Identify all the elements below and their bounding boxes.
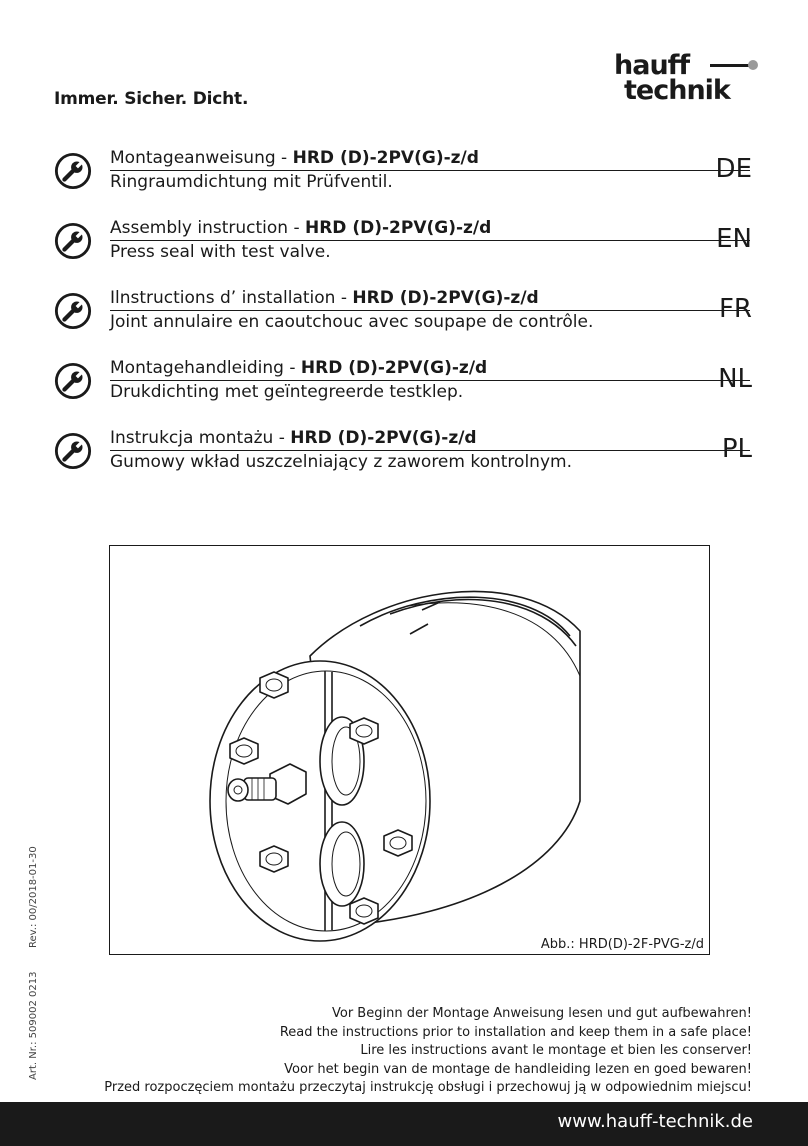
figure-caption: Abb.: HRD(D)-2F-PVG-z/d <box>540 937 704 952</box>
product-name: HRD (D)-2PV(G)-z/d <box>290 428 477 448</box>
divider <box>110 310 750 311</box>
lang-row-en <box>54 216 754 272</box>
lang-title: Instrukcja montażu - HRD (D)-2PV(G)-z/d <box>110 428 477 448</box>
product-name: HRD (D)-2PV(G)-z/d <box>300 358 488 378</box>
lang-code: DE <box>715 154 752 184</box>
lang-subtitle: Joint annulaire en caoutchouc avec soupape de contrôle. <box>110 312 594 332</box>
website-link[interactable]: www.hauff-technik.de <box>557 1111 753 1132</box>
lang-title: Ilnstructions d’ installation - HRD (D)-2PV(G)-z/d <box>110 288 539 308</box>
note-line: Vor Beginn der Montage Anweisung lesen und gut aufbewahren! <box>331 1006 752 1021</box>
lang-title: Montagehandleiding - HRD (D)-2PV(G)-z/d <box>110 358 488 378</box>
wrench-icon <box>54 432 92 470</box>
logo-line2: technik <box>624 75 730 106</box>
lang-row-de <box>54 146 754 202</box>
product-figure <box>109 545 710 955</box>
lang-code: EN <box>716 224 752 254</box>
divider <box>110 380 750 381</box>
lang-subtitle: Ringraumdichtung mit Prüfventil. <box>110 172 393 192</box>
note-line: Voor het begin van de montage de handleiding lezen en goed bewaren! <box>284 1061 752 1077</box>
note-line: Lire les instructions avant le montage et bien les conserver! <box>360 1043 752 1058</box>
article-number: Art. Nr.: 509002 0213 <box>28 971 39 1080</box>
lang-title: Assembly instruction - HRD (D)-2PV(G)-z/d <box>110 218 492 238</box>
hauff-technik-logo <box>610 50 760 112</box>
logo-bar <box>710 64 750 67</box>
logo-dot <box>748 60 758 70</box>
lang-code: FR <box>718 294 752 324</box>
footer-bar <box>0 1102 808 1146</box>
tagline: Immer. Sicher. Dicht. <box>54 89 249 109</box>
lang-code: NL <box>718 364 752 394</box>
product-name: HRD (D)-2PV(G)-z/d <box>352 288 539 308</box>
note-line: Read the instructions prior to installation and keep them in a safe place! <box>279 1024 752 1040</box>
safety-notes <box>104 1005 752 1098</box>
divider <box>110 170 750 171</box>
bolt <box>260 672 288 698</box>
wrench-icon <box>54 222 92 260</box>
lang-title: Montageanweisung - HRD (D)-2PV(G)-z/d <box>110 148 479 168</box>
logo-line1: hauff <box>614 50 690 81</box>
divider <box>110 450 750 451</box>
lang-subtitle: Press seal with test valve. <box>110 242 331 262</box>
press-seal-drawing <box>110 546 708 953</box>
lang-row-nl <box>54 356 754 412</box>
lang-code: PL <box>721 434 752 464</box>
wrench-icon <box>54 292 92 330</box>
product-name: HRD (D)-2PV(G)-z/d <box>292 148 479 168</box>
lang-subtitle: Drukdichting met geïntegreerde testklep. <box>110 382 464 402</box>
note-line: Przed rozpoczęciem montażu przeczytaj instrukcję obsługi i przechowuj ją w odpowiednim miejscu! <box>104 1080 752 1095</box>
lang-subtitle: Gumowy wkład uszczelniający z zaworem kontrolnym. <box>110 452 572 472</box>
wrench-icon <box>54 362 92 400</box>
product-name: HRD (D)-2PV(G)-z/d <box>304 218 492 238</box>
wrench-icon <box>54 152 92 190</box>
revision-label: Rev.: 00/2018-01-30 <box>28 846 39 948</box>
lang-row-fr <box>54 286 754 342</box>
divider <box>110 240 750 241</box>
lang-row-pl <box>54 426 754 482</box>
